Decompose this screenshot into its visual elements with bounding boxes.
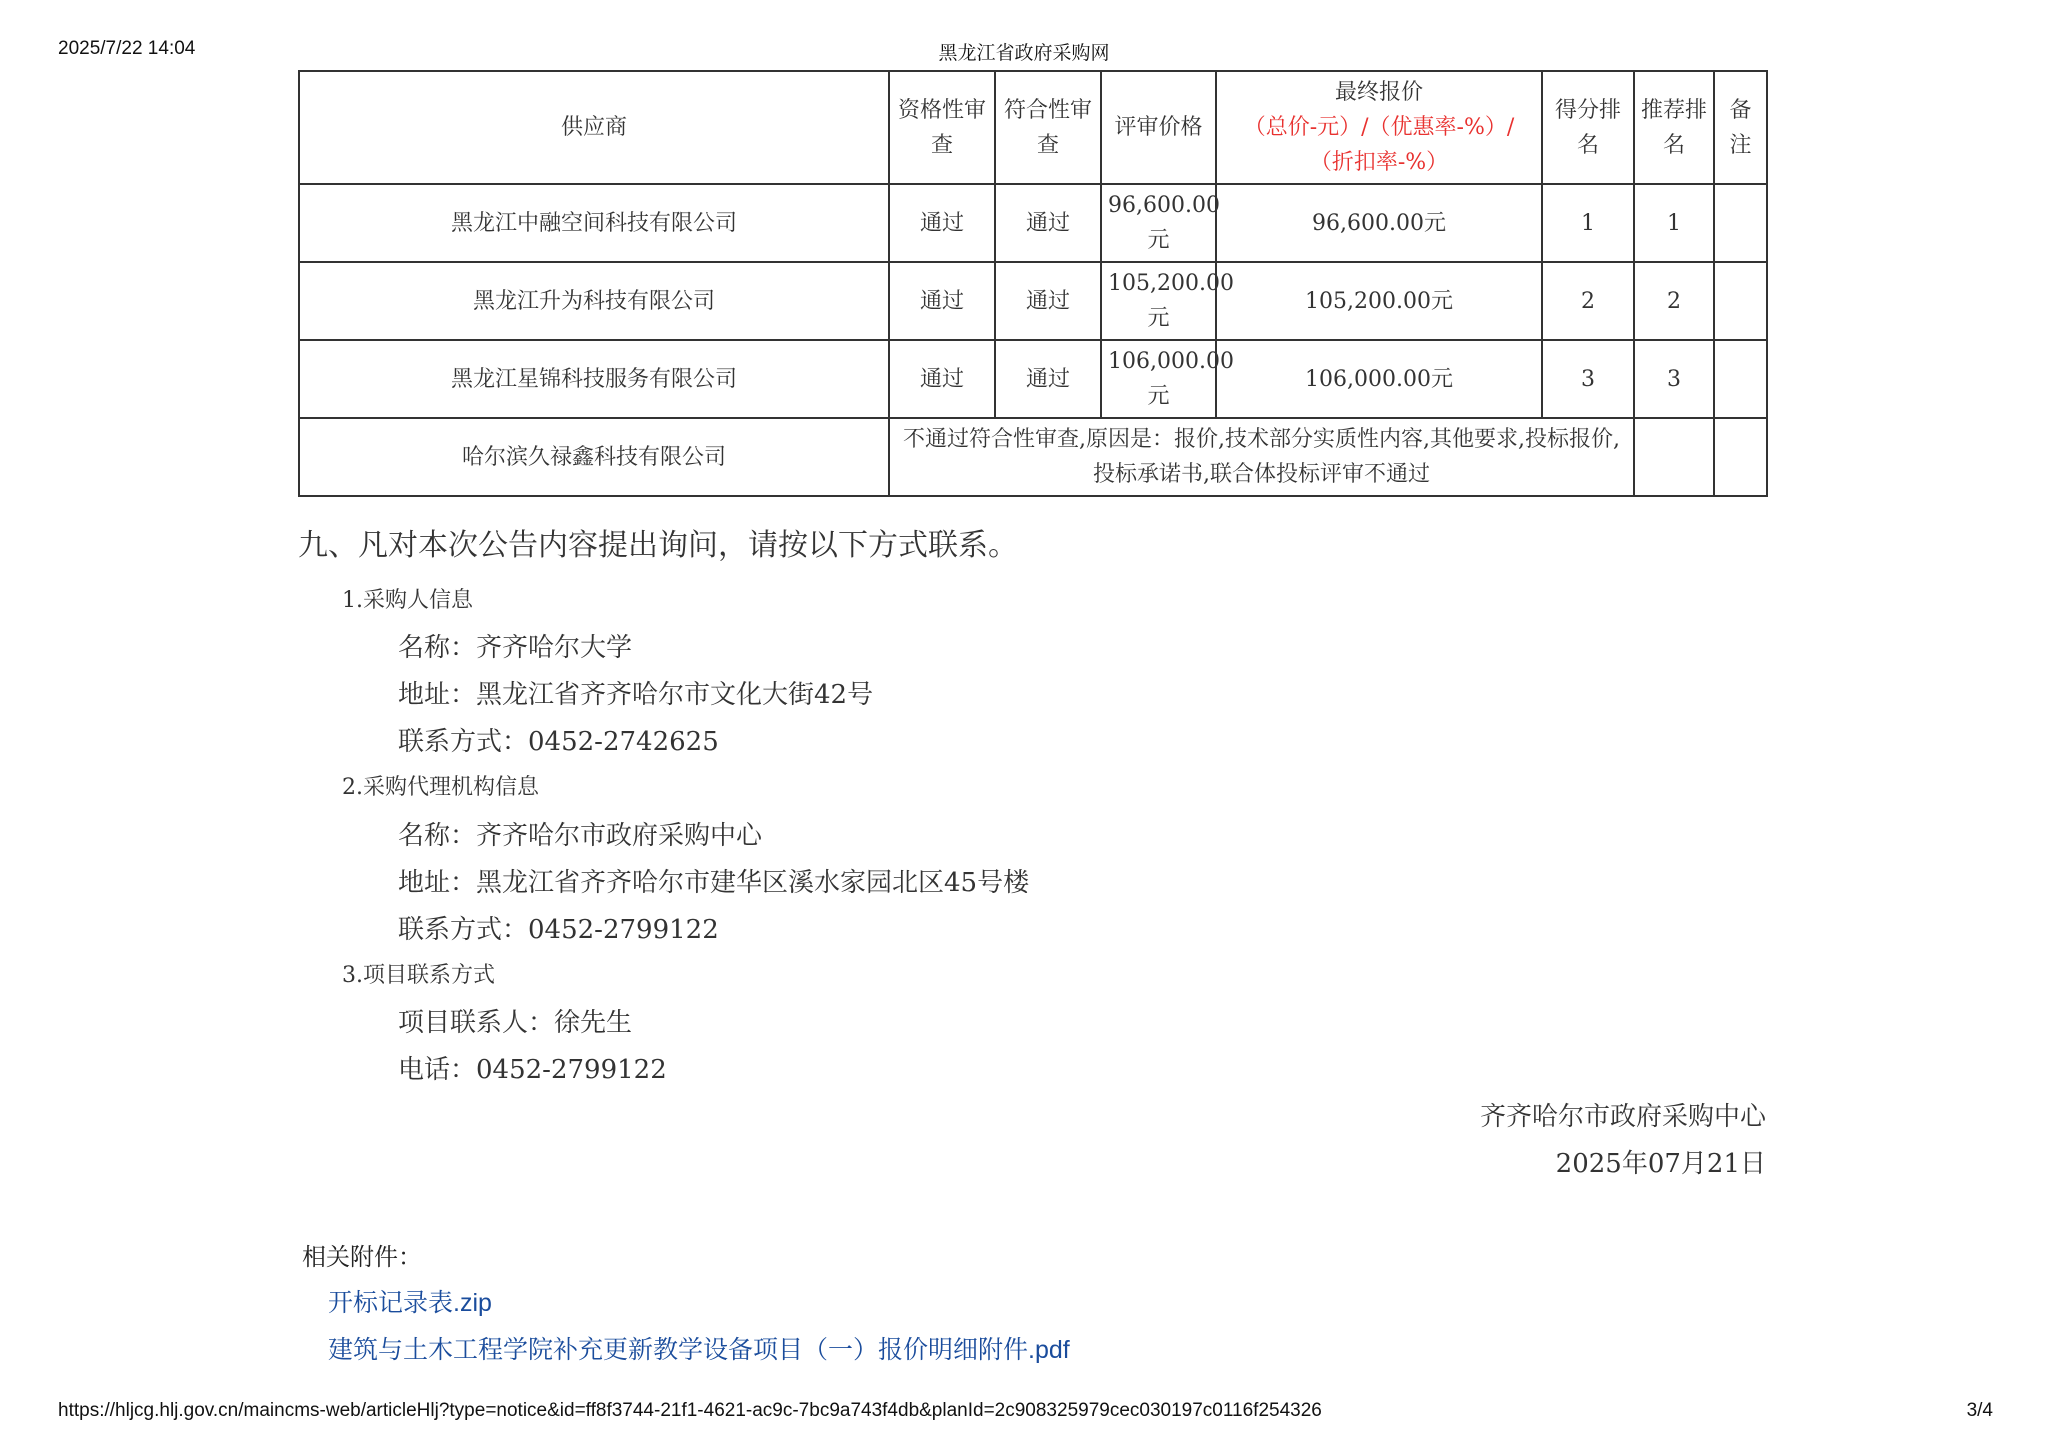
qualification-cell: 通过 [889,340,995,418]
remarks-cell [1714,418,1767,496]
score-rank-cell: 2 [1542,262,1634,340]
score-rank-cell: 3 [1542,340,1634,418]
score-rank-cell: 1 [1542,184,1634,262]
remarks-cell [1714,262,1767,340]
final-price-cell: 105,200.00元 [1216,262,1542,340]
project-contact-person: 项目联系人：徐先生 [398,1008,633,1038]
compliance-cell: 通过 [995,184,1101,262]
final-price-cell: 106,000.00元 [1216,340,1542,418]
print-datetime: 2025/7/22 14:04 [58,38,196,59]
print-site-title: 黑龙江省政府采购网 [938,43,1110,64]
table-row [299,340,1767,418]
signature-date: 2025年07月21日 [1555,1149,1766,1179]
header-score-rank: 得分排名 [1542,71,1634,184]
remarks-cell [1714,340,1767,418]
recommend-rank-cell: 3 [1634,340,1714,418]
supplier-cell: 黑龙江中融空间科技有限公司 [299,184,889,262]
project-contact-heading: 3.项目联系方式 [342,963,495,988]
evaluated-price-cell: 106,000.00元 [1101,340,1216,418]
table-row [299,262,1767,340]
agency-contact: 联系方式：0452-2799122 [398,915,719,945]
attachments-title: 相关附件： [302,1244,422,1271]
agency-address: 地址：黑龙江省齐齐哈尔市建华区溪水家园北区45号楼 [398,868,1030,898]
final-price-cell: 96,600.00元 [1216,184,1542,262]
header-final-price-title: 最终报价 [1334,80,1423,105]
print-page-number: 3/4 [1966,1400,1993,1421]
qualification-cell: 通过 [889,262,995,340]
evaluation-results-table [298,70,1768,497]
header-qualification-review: 资格性审查 [889,71,995,184]
header-recommend-rank: 推荐排名 [1634,71,1714,184]
evaluated-price-cell: 96,600.00元 [1101,184,1216,262]
recommend-rank-cell: 2 [1634,262,1714,340]
recommend-rank-cell [1634,418,1714,496]
section-9-title: 九、凡对本次公告内容提出询问，请按以下方式联系。 [298,528,1018,563]
table-row [299,184,1767,262]
purchaser-address: 地址：黑龙江省齐齐哈尔市文化大街42号 [398,680,874,710]
purchaser-name: 名称：齐齐哈尔大学 [398,633,633,663]
supplier-cell: 哈尔滨久禄鑫科技有限公司 [299,418,889,496]
header-supplier: 供应商 [299,71,889,184]
attachment-link-bid-record[interactable]: 开标记录表.zip [328,1289,492,1317]
project-contact-phone: 电话：0452-2799122 [398,1055,667,1085]
purchaser-contact: 联系方式：0452-2742625 [398,727,719,757]
compliance-cell: 通过 [995,262,1101,340]
attachment-link-price-detail[interactable]: 建筑与土木工程学院补充更新教学设备项目（一）报价明细附件.pdf [328,1336,1070,1364]
signature-org: 齐齐哈尔市政府采购中心 [1479,1102,1766,1132]
table-row-failed [299,418,1767,496]
agency-name: 名称：齐齐哈尔市政府采购中心 [398,821,763,851]
header-compliance-review: 符合性审查 [995,71,1101,184]
agency-heading: 2.采购代理机构信息 [342,775,539,800]
compliance-cell: 通过 [995,340,1101,418]
print-url: https://hljcg.hlj.gov.cn/maincms-web/articleHlj?type=notice&id=ff8f3744-21f1-4621-ac9c-7bc9a743f4db&planId=2c908325979cec030197c0116f254326 [58,1400,1322,1421]
qualification-cell: 通过 [889,184,995,262]
recommend-rank-cell: 1 [1634,184,1714,262]
supplier-cell: 黑龙江星锦科技服务有限公司 [299,340,889,418]
failure-reason-cell: 不通过符合性审查,原因是：报价,技术部分实质性内容,其他要求,投标报价,投标承诺书,联合体投标评审不通过 [889,418,1634,496]
supplier-cell: 黑龙江升为科技有限公司 [299,262,889,340]
header-final-price [1216,71,1542,184]
purchaser-heading: 1.采购人信息 [342,588,473,613]
table-header-row [299,71,1767,184]
evaluated-price-cell: 105,200.00元 [1101,262,1216,340]
header-evaluated-price: 评审价格 [1101,71,1216,184]
header-final-price-note: （总价-元）/（优惠率-%）/（折扣率-%） [1243,115,1515,175]
remarks-cell [1714,184,1767,262]
header-remarks: 备注 [1714,71,1767,184]
